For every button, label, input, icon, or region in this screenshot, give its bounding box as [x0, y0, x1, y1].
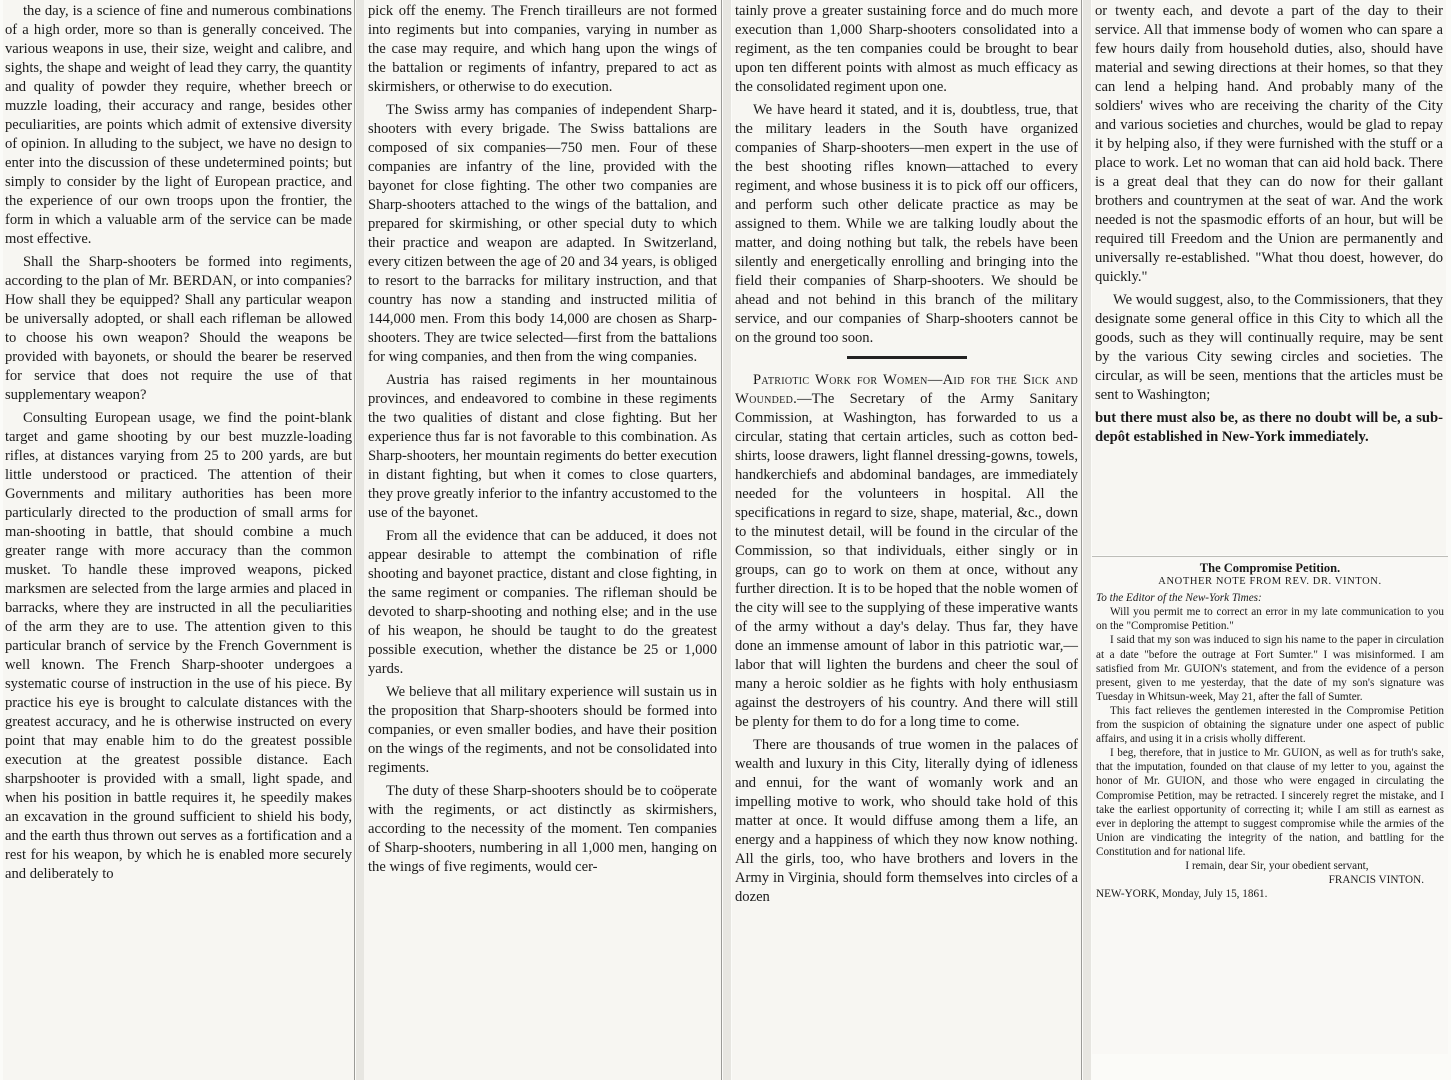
paragraph: tainly prove a greater sustaining force and do much more execution than 1,000 Sharp-shooters consolidated into a regiment, as the ten companies could be brought to bear upon ten different points with almost as much efficacy as the consolidated regiment upon one. [735, 3, 1078, 95]
paragraph: The duty of these Sharp-shooters should be to coöperate with the regiments, or act distinctly as skirmishers, according to the necessity of the moment. Ten companies of Sharp-shooters, numbering in all 1,000 men, hanging on the wings of five regiments, would cer- [368, 783, 717, 875]
letter-paragraph: This fact relieves the gentlemen interested in the Compromise Petition from the suspicion of obtaining the signature under one aspect of public affairs, and using it in a crisis wholly different. [1096, 704, 1444, 746]
paragraph: Consulting European usage, we find the point-blank target and game shooting by our best muzzle-loading rifles, at distances varying from 25 to 200 yards, are but little understood or practiced. The attention of their Governments and military authorities has been more particularly directed to the production of small arms for man-shooting in battle, that should combine a much greater range with more accuracy than the common musket. To handle these improved weapons, picked marksmen are selected from the large armies and placed in barracks, where they are instructed in all the peculiarities of the arm they are to use. The attention given to this particular branch of service by the French Government is well known. The French Sharp-shooter undergoes a systematic course of instruction in the use of his piece. By practice his eye is brought to calculate distances with the greatest accuracy, and he is otherwise instructed on every point that may enable him to do the greatest possible execution at the greatest possible distance. Each sharpshooter is provided with a small, light spade, and when his position in battle requires it, he speedily makes an excavation in the ground sufficient to shield his body, and the earth thus thrown out serves as a fortification and a rest for his weapon, by which he is enabled more securely and deliberately to [5, 410, 352, 882]
article-paragraph [735, 371, 1078, 732]
letter-closing: I remain, dear Sir, your obedient servant, [1185, 859, 1369, 872]
letter-title: The Compromise Petition. [1199, 561, 1341, 575]
paragraph: We have heard it stated, and it is, doubtless, true, that the military leaders in the South have organized companies of Sharp-shooters—men expert in the use of the best shooting rifles known—attached to every regiment, and whose business it is to pick off our officers, and perform such other delicate practice as may be assigned to them. While we are talking loudly about the matter, and doing nothing but talk, the rebels have been silently and energetically enrolling and bringing into the field their companies of Sharp-shooters. We should be ahead and not behind in this branch of the military service, and our companies of Sharp-shooters cannot be on the ground too soon. [735, 102, 1078, 346]
letter-subtitle: ANOTHER NOTE FROM REV. DR. VINTON. [1158, 576, 1382, 588]
article-lead: —The Secretary of the Army Sanitary Commission, at Washington, has forwarded to us a circular, stating that certain articles, such as cotton bed-shirts, loose drawers, light flannel dressing-gowns, towels, handkerchiefs and abdominal bandages, are immediately needed for the volunteers in hospital. All the specifications in regard to size, shape, material, &c., down to the minutest detail, will be found in the circular of the Commission, so that individuals, either singly or in groups, can go to work on them at once, without any further direction. It is to be hoped that the noble women of the city will see to the supplying of these imperative wants of the army without a day's delay. Thus far, they have done an immense amount of labor in this patriotic war,—labor that will lighten the burdens and cheer the soul of many a heroic soldier as he fights with holy enthusiasm against the destroyers of his country. And there will still be plenty for them to do for a long time to come. [735, 391, 1078, 730]
column-gutter [356, 0, 364, 1080]
paragraph-tail: but there must also be, as there no doubt will be, a sub-depôt established in New-York immediately. [1095, 410, 1443, 445]
column-gutter [1083, 0, 1091, 1080]
paragraph: From all the evidence that can be adduced, it does not appear desirable to attempt the combination of rifle shooting and bayonet practice, distant and close fighting, in the same regiment or companies. The rifleman should be devoted to sharp-shooting and nothing else; and in the use of his weapon, he should be taught to do the greatest possible execution, whether the distance be 25 or 1,000 yards. [368, 528, 717, 677]
paragraph: or twenty each, and devote a part of the day to their service. All that immense body of women who can spare a few hours daily from household duties, also, should have material and sewing directions at their homes, so that they can lend a helping hand. And probably many of the soldiers' wives who are receiving the charity of the City and various societies and churches, would be glad to repay it by helping also, if they were furnished with the stuff or a place to work. Let no woman that can aid hold back. There is a great deal that they can do now for their gallant brothers and countrymen at the seat of war. And the work needed is not the spasmodic efforts of an hour, but will be required till Freedom and the Union are permanently and universally re-established. "What thou doest, however, do quickly." [1095, 3, 1443, 285]
paragraph: Austria has raised regiments in her mountainous provinces, and endeavored to combine in these regiments the two qualities of distant and close fighting. But her experience thus far is not favorable to this combination. As Sharp-shooters, her mountain regiments do better execution in distant fighting, but when it comes to close quarters, they prove greatly inferior to the infantry accustomed to the use of the bayonet. [368, 372, 717, 521]
column-1 [3, 0, 355, 1080]
column-2 [364, 0, 722, 1080]
letter-dateline: NEW-YORK, Monday, July 15, 1861. [1096, 888, 1268, 901]
letter-signature: FRANCIS VINTON. [1328, 874, 1424, 887]
paragraph: We would suggest, also, to the Commissioners, that they designate some general office in this City to which all the goods, such as they will continually require, may be sent by the various City sewing circles and societies. The circular, as will be seen, mentions that the articles must be sent to Washington; [1095, 292, 1443, 403]
letter-paragraph: I beg, therefore, that in justice to Mr. GUION, as well as for truth's sake, that the imputation, founded on that clause of my letter to you, against the honor of Mr. GUION, and those who were engaged in circulating the Compromise Petition, may be retracted. I sincerely regret the mistake, and I take the earliest opportunity of correcting it; while I am still as earnest as ever in deploring the attempt to suggest compromise while the armies of the Union are vindicating the integrity of the nation, and battling for the Constitution and for national life. [1096, 747, 1444, 858]
paragraph: The Swiss army has companies of independent Sharp-shooters with every brigade. The Swiss battalions are composed of six companies—750 men. Four of these companies are infantry of the line, provided with the bayonet for close fighting. The other two companies are Sharp-shooters attached to the wings of the battalion, and prepared for skirmishing, or other special duty to which their practice and weapon are adapted. In Switzerland, every citizen between the age of 20 and 34 years, is obliged to resort to the barracks for military instruction, and that country has now a standing and instructed militia of 144,000 men. From this body 14,000 are chosen as Sharp-shooters. They are twice selected—first from the battalions for wing companies, and then from the wing companies. [368, 102, 717, 365]
letter-paragraph: I said that my son was induced to sign his name to the paper in circulation at a date "before the outrage at Fort Sumter." I was misinformed. I am satisfied from Mr. GUION's statement, and from the evidence of a person present, given to me yesterday, that the date of my son's signature was Tuesday in Whitsun-week, May 21, after the fall of Sumter. [1096, 634, 1444, 703]
column-4 [1092, 0, 1446, 555]
paragraph: pick off the enemy. The French tirailleurs are not formed into regiments but into companies, varying in number as the case may require, and which hang upon the wings of the battalion or regiments of infantry, prepared to act as skirmishers, or otherwise to do execution. [368, 3, 717, 95]
paragraph: We believe that all military experience will sustain us in the proposition that Sharp-shooters should be formed into companies, or even smaller bodies, and have their position on the wings of the regiments, and not be consolidated into regiments. [368, 684, 717, 776]
section-divider [847, 356, 967, 359]
letter-paragraph: Will you permit me to correct an error in my late communication to you on the "Compromise Petition." [1096, 606, 1444, 633]
column-3 [732, 0, 1082, 1080]
paragraph: Shall the Sharp-shooters be formed into regiments, according to the plan of Mr. BERDAN, or into companies? How shall they be equipped? Shall any particular weapon be universally adopted, or shall each rifleman be allowed to choose his own weapon? Should the weapons be provided with bayonets, or should the bearer be reserved for service that does not require the use of that supplementary weapon? [5, 254, 352, 403]
letter-salutation: To the Editor of the New-York Times: [1096, 592, 1262, 605]
letter-column [1092, 556, 1448, 1054]
paragraph: There are thousands of true women in the palaces of wealth and luxury in this City, literally dying of idleness and ennui, for the want of womanly work and an impelling motive to work, who should take hold of this matter at once. It would diffuse among them a life, an energy and a happiness of which they now know nothing. All the girls, too, who have brothers and lovers in the Army in Virginia, should form themselves into circles of a dozen [735, 737, 1078, 905]
column-gutter [723, 0, 731, 1080]
article-headline: Patriotic Work for Women—Aid for the Sick and Wounded. [735, 372, 1078, 407]
paragraph: the day, is a science of fine and numerous combinations of a high order, more so than is generally conceived. The various weapons in use, their size, weight and calibre, and sights, the shape and weight of lead they carry, the quantity and quality of powder they require, whether breech or muzzle loading, their accuracy and range, besides other peculiarities, are points which admit of extensive diversity of opinion. In alluding to the subject, we have no design to enter into the discussion of these undetermined points; but simply to consider by the light of European practice, and the experience of our own troops upon the frontier, the form in which a valuable arm of the service can be made most effective. [5, 3, 352, 247]
